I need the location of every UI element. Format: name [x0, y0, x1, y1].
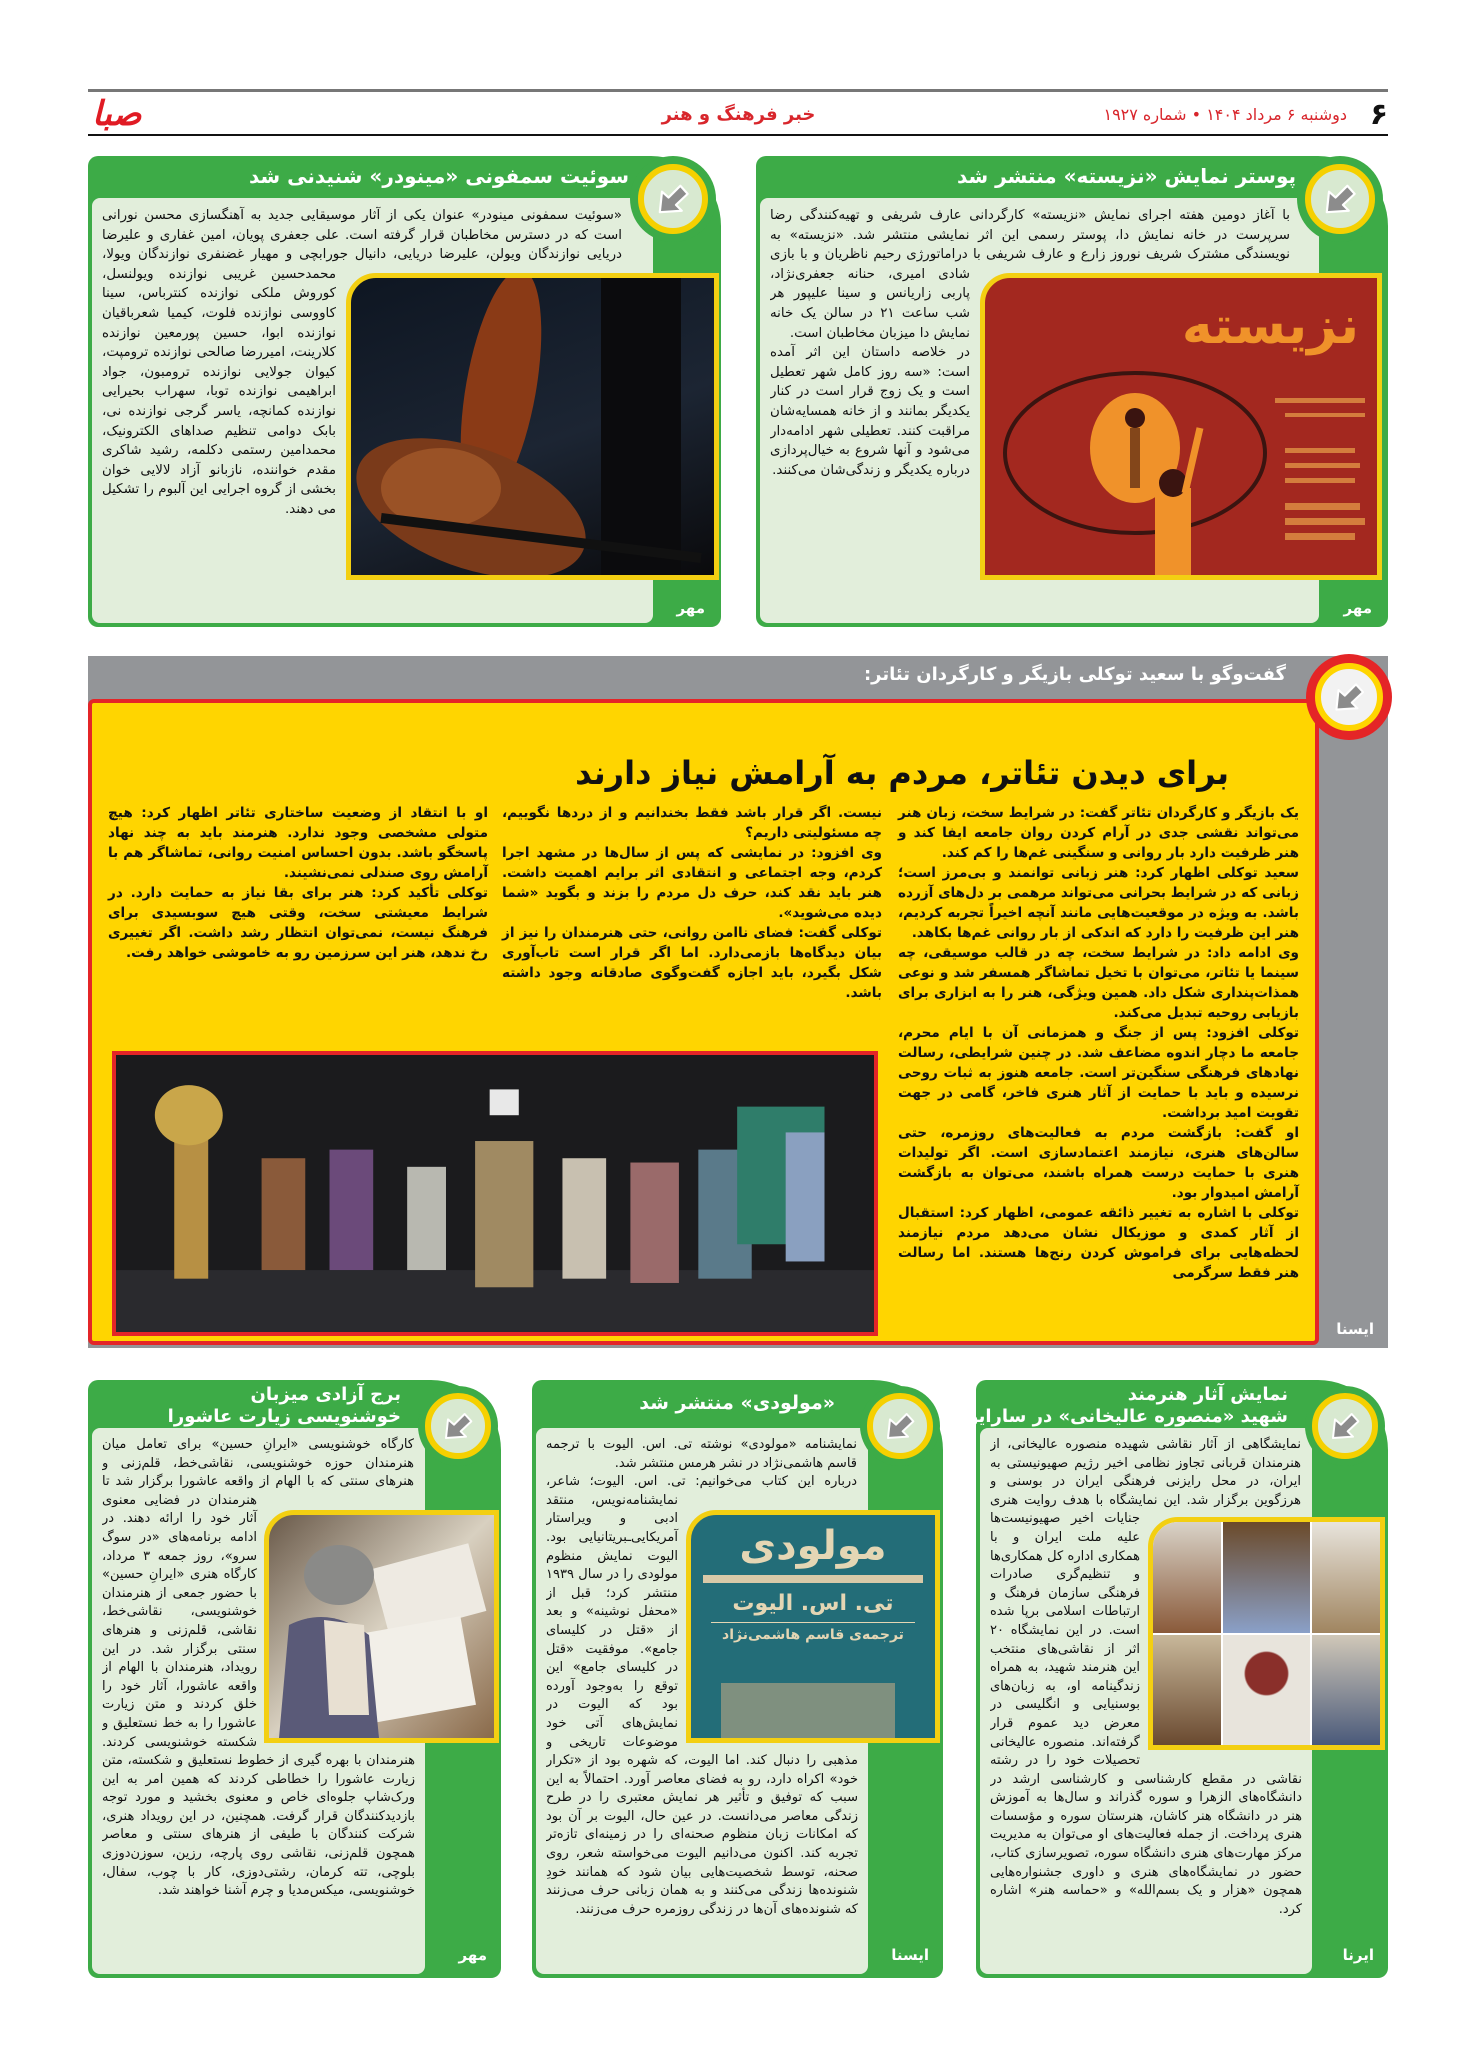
exhibition-collage-photo: [1148, 1517, 1385, 1750]
interview-column-left: [108, 803, 488, 963]
article-title: [956, 1384, 1288, 1428]
book-cover-translator: ترجمه‌ی قاسم هاشمی‌نژاد: [711, 1622, 915, 1643]
arrow-badge-icon: [1305, 1386, 1385, 1466]
issue-date: دوشنبه ۶ مرداد ۱۴۰۴ • شماره ۱۹۲۷: [1103, 104, 1347, 124]
paragraph: نمایشگاهی از آثار نقاشی شهیده منصوره عالیخانی، از هنرمندان قربانی تجاوز نظامی اخیر رژیم صهیونیستی به ایران، در محل رایزنی فرهنگی ایران در بوسنی و هرزگوین برگزار شد. این نمایشگاه با هدف روایت هنری جنایات اخیر صهیونیست‌ها علیه ملت ایران و با همکاری اداره کل همکاری‌ها و تنظیم‌گری صادرات فرهنگی سازمان فرهنگ و ارتباطات اسلامی برپا شده است. در این نمایشگاه ۲۰ اثر از نقاشی‌های منتخب این هنرمند شهید، به همراه زندگینامه او، به زبان‌های بوسنیایی و انگلیسی در معرض دید عموم قرار گرفته‌اند. منصوره عالیخانی تحصیلات خود را در رشته نقاشی در مقطع کارشناسی و کارشناسی ارشد در دانشگاه‌های الزهرا و سوره گذراند و سال‌ها به آموزش هنر در دانشگاه هنر کاشان، هنرستان سوره و مؤسسات هنری پرداخت. از جمله فعالیت‌های او می‌توان به مدیریت مرکز مهارت‌های هنری دانشگاه سوره، تصویرسازی کتاب، حضور در نمایشگاه‌های هنری و داوری جشنواره‌هایی همچون «هزار و یک بسم‌الله» و «حماسه هنر» اشاره کرد.: [990, 1437, 1302, 1917]
arrow-badge-icon: [860, 1386, 940, 1466]
article-title: پوستر نمایش «نزیسته» منتشر شد: [956, 164, 1296, 188]
paragraph: توکلی با اشاره به تغییر ذائقه عمومی، اظهار کرد: استقبال از آثار کمدی و موزیکال نشان می‌دهد مردم نیازمند لحظه‌هایی برای فراموش کردن رنج‌ها هستند. اما رسالت هنر فقط سرگرمی: [898, 1205, 1299, 1281]
paragraph: او گفت: بازگشت مردم به فعالیت‌های روزمره، حتی سالن‌های هنری، نیازمند اعتمادسازی است. اگر تولیدات هنری با حمایت درست همراه باشند، می‌توان به بازگشت آرامش امیدوار بود.: [898, 1125, 1299, 1201]
interview-column-right: [898, 803, 1299, 1283]
arrow-badge-icon: [630, 156, 716, 242]
paragraph: کارگاه خوشنویسی «ایرانِ حسین» برای تعامل میان هنرمندان حوزه خوشنویسی، نقاشی‌خط، قلم‌زنی و هنرهای سنتی که با الهام از واقعه عاشورا برگزار شد تا هنرمندان در فضایی معنوی آثار خود را ارائه دهند. در ادامه برنامه‌های «در سوگ سرو»، روز جمعه ۳ مرداد، کارگاه هنری «ایرانِ حسین» با حضور جمعی از هنرمندان خوشنویسی، نقاشی‌خط، نقاشی، قلم‌زنی و هنرهای سنتی برگزار شد. در این رویداد، هنرمندان با الهام از واقعه عاشورا، آثار خود را خلق کردند و متن زیارت عاشورا را به خط نستعلیق و شکسته خوشنویسی کردند. هنرمندان با بهره گیری از خطوط نستعلیق و شکسته، متن زیارت عاشورا را خطاطی کردند که همین امر به این ورک‌شاپ جلوه‌ای خاص و معنوی بخشید و مورد توجه بازدیدکنندگان قرار گرفت. همچنین، در این رویداد هنری، شرکت کنندگان با طیفی از هنرهای سنتی و معاصر همچون قلم‌زنی، نقاشی روی پارچه، رزین، سوزن‌دوزی بلوچی، تته کرمان، رشتی‌دوزی، کار با چوب، سفال، خوشنویسی، میکس‌مدیا و چرم آشنا خواهند شد.: [102, 1437, 415, 1899]
paragraph: درباره این کتاب می‌خوانیم: تی. اس. الیوت؛ شاعر، نمایشنامه‌نویس، منتقد ادبی و ویراستار آمریکایی‌ـبریتانیایی بود. الیوت نمایش منظوم مولودی را در سال ۱۹۳۹ منتشر کرد؛ قبل از «محفل نوشینه» و بعد از «قتل در کلیسای جامع». موفقیت «قتل در کلیسای جامع» این توقع را به‌وجود آورده بود که الیوت در نمایش‌های آتی خود موضوعات تاریخی و مذهبی را دنبال کند. اما الیوت، که شهره بود از «تکرار خود» اکراه دارد، رو به فضای معاصر آورد. احتمالاً به این سبب که توفیق و تأثیر هر نمایش معتبری را در طرح زندگی معاصر می‌دانست. در عین حال، الیوت بر آن بود که امکانات زبان منظوم صحنه‌ای را در زمینه‌ای تازه‌تر تجربه کند. اکنون می‌دانیم الیوت می‌خواسته شعر، روی صحنه، توسط شخصیت‌هایی بیان شود که همانند خودِ شنونده‌ها زندگی می‌کنند و به همان زبانی حرف می‌زنند که شنونده‌های آن‌ها در زندگی روزمره حرف می‌زنند.: [546, 1474, 858, 1917]
paragraph: توکلی گفت: فضای ناامن روانی، حتی هنرمندان را نیز از بیان دیدگاه‌ها بازمی‌دارد. اما اگر قرار است تاب‌آوری شکل بگیرد، باید اجازه گفت‌وگوی صادقانه وجود داشته باشد.: [502, 925, 882, 1001]
paragraph: نیست. اگر قرار باشد فقط بخندانیم و از دردها نگوییم، چه مسئولیتی داریم؟: [502, 805, 882, 841]
title-line: شهید «منصوره عالیخانی» در سارایوو: [956, 1406, 1288, 1427]
book-cover-image: [686, 1510, 940, 1743]
newspaper-logo: صبا: [92, 94, 142, 134]
source-label: مهر: [458, 1946, 487, 1964]
source-label: ایسنا: [891, 1946, 929, 1964]
interview-section: [88, 656, 1388, 1348]
paragraph: وی افزود: در نمایشی که پس از سال‌ها در مشهد اجرا کردم، وجه اجتماعی و انتقادی اثر برایم اهمیت داشت. هنر باید نقد کند، حرف دل مردم را بزند و بگوید «شما دیده می‌شوید».: [502, 845, 882, 921]
arrow-badge-icon: [418, 1386, 498, 1466]
source-label: ایرنا: [1342, 1946, 1374, 1964]
paragraph: با آغاز دومین هفته اجرای نمایش «نزیسته» کارگردانی عارف شریفی و تهیه‌کنندگی رضا سرپرست در خانه نمایش دا، پوستر رسمی این اثر نمایشی منتشر شد. «نزیسته» به نویسندگی مشترک شریف نوروز زارع و عارف شریفی با دراماتورژی رحیم ناظریان و با بازی شادی امیری، حنانه جعفری‌نژاد، پاربی زاریانس و سینا علیپور هر شب ساعت ۲۱ در سالن یک خانه نمایش دا میزبان مخاطبان است.: [770, 208, 1290, 341]
calligraphy-workshop-photo: [264, 1510, 499, 1743]
article-calligraphy: [88, 1380, 501, 1978]
arrow-badge-icon: [1297, 156, 1383, 242]
article-title: «مولودی» منتشر شد: [639, 1392, 835, 1414]
source-label: ایسنا: [1336, 1320, 1374, 1338]
article-symphony: [88, 156, 721, 627]
paragraph: در خلاصه داستان این اثر آمده است: «سه روز کامل شهر تعطیل است و یک زوج قرار است در کنار یکدیگر بمانند و از خانه همسایه‌شان مراقبت کنند. تعطیلی شهر ادامه‌دار می‌شود و آنها شروع به خیال‌پردازی درباره یکدیگر و زندگی‌شان می‌کنند.: [770, 345, 970, 478]
header-top-rule: [88, 89, 1388, 92]
interview-panel: [88, 699, 1319, 1345]
header-bottom-rule: [88, 134, 1388, 136]
page-number: ۶: [1369, 96, 1388, 132]
poster-image: [980, 273, 1382, 580]
article-book: [532, 1380, 943, 1978]
paragraph: او با انتقاد از وضعیت ساختاری تئاتر اظهار کرد: هیچ متولی مشخصی وجود ندارد. هنرمند باید به چند نهاد پاسخگو باشد. بدون احساس امنیت روانی، تماشاگر هم با آرامش روی صندلی نمی‌نشیند.: [108, 805, 488, 881]
article-exhibition: [956, 1380, 1388, 1978]
paragraph: توکلی افزود: پس از جنگ و همزمانی آن با ایام محرم، جامعه ما دچار اندوه مضاعف شد. در چنین شرایطی، رسالت نهادهای فرهنگی سنگین‌تر است. جامعه هنوز به ثبات روحی نرسیده و باید با حمایت از آثار هنری فاخر، گامی در جهت تقویت امید برداشت.: [898, 1025, 1299, 1121]
paragraph: یک بازیگر و کارگردان تئاتر گفت: در شرایط سخت، زبان هنر می‌تواند نقشی جدی در آرام کردن روان جامعه ایفا کند و هنر ظرفیت دارد بار روانی و سنگینی غم‌ها را کم کند.: [898, 805, 1299, 861]
source-label: مهر: [676, 599, 705, 617]
title-line: خوشنویسی زیارت عاشورا: [167, 1406, 401, 1427]
paragraph: نمایشنامه «مولودی» نوشته تی. اس. الیوت با ترجمه قاسم هاشمی‌نژاد در نشر هرمس منتشر شد.: [546, 1437, 857, 1471]
section-title: خبر فرهنگ و هنر: [661, 103, 816, 125]
book-cover-author: تی. اس. الیوت: [732, 1591, 894, 1616]
double-bass-photo: [346, 273, 719, 580]
interview-headline: برای دیدن تئاتر، مردم به آرامش نیاز دارند: [575, 754, 1229, 792]
theater-stage-photo: [112, 1051, 878, 1336]
interview-column-middle: [502, 803, 882, 1003]
article-poster: [756, 156, 1388, 627]
title-line: برج آزادی میزبان: [250, 1384, 401, 1405]
paragraph: توکلی تأکید کرد: هنر برای بقا نیاز به حمایت دارد. در شرایط معیشتی سخت، وقتی هیچ سوبسیدی برای فرهنگ نیست، نمی‌توان انتظار رشد داشت. اگر تغییری رخ ندهد، هنر این سرزمین رو به خاموشی خواهد رفت.: [108, 885, 488, 961]
source-label: مهر: [1343, 599, 1372, 617]
arrow-badge-icon: [1306, 654, 1392, 740]
paragraph: «سوئیت سمفونی مینودر» عنوان یکی از آثار موسیقایی جدید به آهنگسازی محسن نورانی است که در دسترس مخاطبان قرار گرفته است. علی جعفری پویان، امین غفاری و علیرضا دریایی نوازندگان ویولن، علیرضا دریایی، دانیال جورابچی و مهیار غضنفری نوازندگان ویولا، محمدحسین غریبی نوازنده ویولنسل، کوروش ملکی نوازنده کنترباس، سینا کاووسی نوازنده فلوت، کیمیا شعرباقیان نوازنده ابوا، حسین پورمعین نوازنده کلارینت، امیررضا صالحی نوازنده ترومپت، کیوان جولایی نوازنده ترومبون، جواد ابراهیمی نوازنده توبا، سهراب بحیرایی نوازنده کمانچه، یاسر گرجی نوازنده نی، بابک دوامی تنظیم صداهای الکترونیک، محمدامین رستمی دکلمه، رشید شاکری مقدم خواننده، نازبانو آزاد لالایی خوان بخشی از گروه اجرایی این آلبوم را تشکیل می دهند.: [102, 208, 622, 517]
interview-kicker: گفت‌وگو با سعید توکلی بازیگر و کارگردان تئاتر:: [863, 664, 1286, 685]
paragraph: سعید توکلی اظهار کرد: هنر زبانی توانمند و بی‌مرز است؛ زبانی که در شرایط بحرانی می‌تواند مرهمی بر دل‌های آزرده باشد. به ویژه در موقعیت‌هایی مانند آنچه اخیراً تجربه کردیم، هنر این ظرفیت را دارد که اندکی از بار روانی غم‌ها بکاهد.: [898, 865, 1299, 941]
article-title: [168, 1384, 401, 1428]
book-cover-title: مولودی: [739, 1523, 887, 1569]
paragraph: وی ادامه داد: در شرایط سخت، چه در قالب موسیقی، چه سینما یا تئاتر، می‌توان با تخیل تماشاگر همسفر شد و نوعی همذات‌پنداری شکل داد. همین ویژگی، هنر را به ابزاری برای بازیابی روحیه تبدیل می‌کند.: [898, 945, 1299, 1021]
article-title: سوئیت سمفونی «مینودر» شنیدنی شد: [248, 164, 629, 188]
title-line: نمایش آثار هنرمند: [1127, 1384, 1288, 1405]
poster-title: نزیسته: [1181, 296, 1359, 356]
